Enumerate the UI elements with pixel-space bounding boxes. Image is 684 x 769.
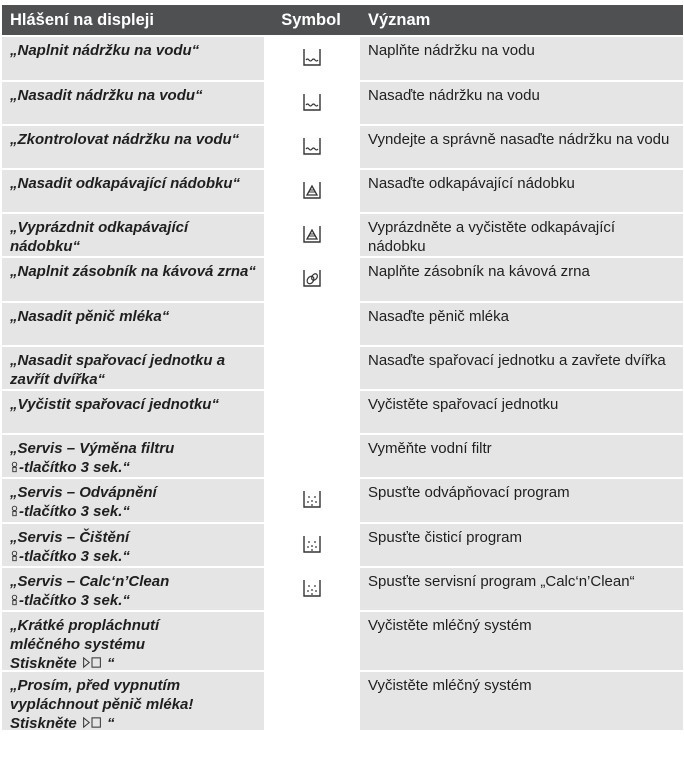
water-tank-icon — [264, 82, 360, 112]
symbol-cell — [264, 670, 360, 730]
play-stop-icon — [81, 655, 103, 670]
display-message-line: „Servis – Calc‘n’Clean — [10, 573, 170, 590]
display-message-text: „Naplnit nádržku na vodu“ — [10, 42, 200, 59]
display-message-text: mléčného systému — [10, 636, 146, 653]
meaning-text: Vyčistěte mléčný systém — [360, 610, 683, 670]
display-message-line: „Servis – Odvápnění — [10, 484, 157, 501]
meaning-text: Vyměňte vodní filtr — [360, 433, 683, 477]
display-message-line — [10, 547, 256, 566]
meaning-text: Spusťte čisticí program — [360, 522, 683, 566]
meaning-text: Spusťte servisní program „Calc‘n’Clean“ — [360, 566, 683, 610]
display-message — [2, 566, 264, 610]
meaning-text: Naplňte zásobník na kávová zrna — [360, 256, 683, 301]
display-message-line — [10, 591, 256, 610]
display-message — [2, 212, 264, 256]
display-message-text: -tlačítko 3 sek.“ — [19, 548, 130, 565]
display-message-line — [10, 458, 256, 477]
meaning-text: Vyčistěte mléčný systém — [360, 670, 683, 730]
display-message-text: -tlačítko 3 sek.“ — [19, 592, 130, 609]
symbol-cell — [264, 212, 360, 256]
header-meaning: Význam — [360, 5, 683, 35]
header-display-message: Hlášení na displeji — [2, 5, 264, 35]
header-symbol: Symbol — [264, 5, 360, 35]
meaning-text: Vyčistěte spařovací jednotku — [360, 389, 683, 433]
display-message-text: “ — [102, 715, 115, 730]
display-message-line: „Servis – Čištění — [10, 529, 130, 546]
display-message — [2, 301, 264, 345]
play-stop-icon — [81, 715, 103, 730]
symbol-cell — [264, 124, 360, 168]
meaning-text: Vyndejte a správně nasaďte nádržku na vodu — [360, 124, 683, 168]
display-message-text: „Nasadit spařovací jednotku a zavřít dvířka“ — [10, 352, 226, 388]
symbol-cell — [264, 477, 360, 522]
meaning-text: Nasaďte pěnič mléka — [360, 301, 683, 345]
symbol-cell — [264, 433, 360, 477]
symbol-cell — [264, 522, 360, 566]
display-message-line: „Servis – Výměna filtru — [10, 440, 175, 457]
display-message — [2, 35, 264, 80]
display-message — [2, 433, 264, 477]
display-message-line — [10, 502, 256, 521]
descale-icon — [264, 568, 360, 598]
display-message — [2, 389, 264, 433]
symbol-cell — [264, 345, 360, 389]
display-message-text: „Vyprázdnit odkapávající nádobku“ — [10, 219, 189, 255]
water-tank-icon — [264, 37, 360, 67]
meaning-text: Nasaďte nádržku na vodu — [360, 80, 683, 124]
symbol-cell — [264, 610, 360, 670]
descale-icon — [264, 479, 360, 509]
display-message-text: „Nasadit pěnič mléka“ — [10, 308, 170, 325]
display-message-line — [10, 695, 256, 714]
symbol-cell — [264, 301, 360, 345]
display-message-text: -tlačítko 3 sek.“ — [19, 459, 130, 476]
display-message-text: „Nasadit odkapávající nádobku“ — [10, 175, 241, 192]
service-key-icon — [10, 548, 19, 565]
display-message — [2, 522, 264, 566]
service-key-icon — [10, 503, 19, 520]
meaning-text: Spusťte odvápňovací program — [360, 477, 683, 522]
display-message-text: „Zkontrolovat nádržku na vodu“ — [10, 131, 240, 148]
display-message — [2, 168, 264, 212]
service-key-icon — [10, 592, 19, 609]
display-messages-table — [2, 5, 683, 730]
display-message — [2, 670, 264, 730]
descale-icon — [264, 524, 360, 554]
display-message-text: „Vyčistit spařovací jednotku“ — [10, 396, 219, 413]
display-message — [2, 610, 264, 670]
display-message-text: vypláchnout pěnič mléka! — [10, 696, 194, 713]
symbol-cell — [264, 35, 360, 80]
drip-tray-icon — [264, 170, 360, 200]
display-message — [2, 256, 264, 301]
meaning-text: Vyprázdněte a vyčistěte odkapávající nádobku — [360, 212, 683, 256]
service-key-icon — [10, 459, 19, 476]
display-message-text: „Nasadit nádržku na vodu“ — [10, 87, 203, 104]
display-message-line — [10, 714, 256, 730]
display-message — [2, 345, 264, 389]
water-tank-icon — [264, 126, 360, 156]
meaning-text: Nasaďte spařovací jednotku a zavřete dvířka — [360, 345, 683, 389]
symbol-cell — [264, 566, 360, 610]
display-message-text: Stiskněte — [10, 655, 81, 670]
display-message-text: -tlačítko 3 sek.“ — [19, 503, 130, 520]
display-message-line — [10, 654, 256, 670]
display-message-line: „Prosím, před vypnutím — [10, 677, 181, 694]
coffee-beans-icon — [264, 258, 360, 288]
display-message-line: „Krátké propláchnutí — [10, 617, 160, 634]
symbol-cell — [264, 389, 360, 433]
symbol-cell — [264, 168, 360, 212]
meaning-text: Naplňte nádržku na vodu — [360, 35, 683, 80]
display-message — [2, 124, 264, 168]
symbol-cell — [264, 256, 360, 301]
display-message-text: Stiskněte — [10, 715, 81, 730]
symbol-cell — [264, 80, 360, 124]
meaning-text: Nasaďte odkapávající nádobku — [360, 168, 683, 212]
display-message-text: „Naplnit zásobník na kávová zrna“ — [10, 263, 256, 280]
drip-tray-icon — [264, 214, 360, 244]
display-message-text: “ — [102, 655, 115, 670]
display-message-line — [10, 635, 256, 654]
display-message — [2, 477, 264, 522]
display-message — [2, 80, 264, 124]
